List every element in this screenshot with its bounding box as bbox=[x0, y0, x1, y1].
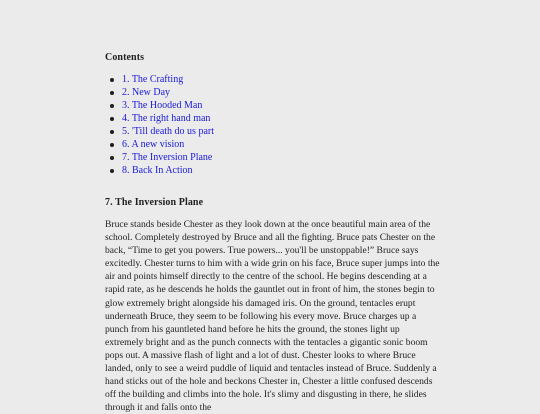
contents-heading: Contents bbox=[105, 52, 145, 63]
toc-item bbox=[122, 138, 214, 151]
toc-item bbox=[122, 99, 214, 112]
toc-link-8[interactable]: 8. Back In Action bbox=[122, 165, 193, 176]
toc-link-1[interactable]: 1. The Crafting bbox=[122, 74, 184, 85]
toc-item bbox=[122, 86, 214, 99]
toc-link-6[interactable]: 6. A new vision bbox=[122, 139, 185, 150]
chapter-body-text: Bruce stands beside Chester as they look down at the once beautiful main area of the school. Completely destroyed by Bruce and all the fighting. Bruce pats Chester on the back, “Time to get you powers. True powers... you'll be unstoppable!” Bruce says excitedly. Chester turns to him with a wide grin on his face, Bruce super jumps into the air and points himself directly to the centre of the school. He begins descending at a rapid rate, as he descends he holds the gauntlet out in front of him, the stones begin to glow extremely bright alongside his damaged iris. On the ground, tentacles erupt underneath Bruce, they seem to be following his every move. Bruce charges up a punch from his gauntleted hand before he hits the ground, the stones light up extremely bright and as the punch connects with the tentacles a gigantic sonic boom pops out. A massive flash of light and a lot of dust. Chester looks to where Bruce landed, only to see a weird puddle of liquid and tentacles instead of Bruce. Suddenly a hand sticks out of the hole and beckons Chester in, Chester a little confused descends off the building and climbs into the hole. It's slimy and disgusting in there, he slides through it and falls onto the bbox=[105, 219, 440, 414]
toc-link-7[interactable]: 7. The Inversion Plane bbox=[122, 152, 213, 163]
toc-item bbox=[122, 151, 214, 164]
toc-link-2[interactable]: 2. New Day bbox=[122, 87, 171, 98]
table-of-contents bbox=[105, 73, 214, 177]
toc-link-3[interactable]: 3. The Hooded Man bbox=[122, 100, 203, 111]
toc-link-5[interactable]: 5. 'Till death do us part bbox=[122, 126, 214, 137]
chapter-heading: 7. The Inversion Plane bbox=[105, 197, 204, 208]
toc-item bbox=[122, 112, 214, 125]
toc-item bbox=[122, 164, 214, 177]
toc-item bbox=[122, 73, 214, 86]
toc-link-4[interactable]: 4. The right hand man bbox=[122, 113, 211, 124]
toc-item bbox=[122, 125, 214, 138]
